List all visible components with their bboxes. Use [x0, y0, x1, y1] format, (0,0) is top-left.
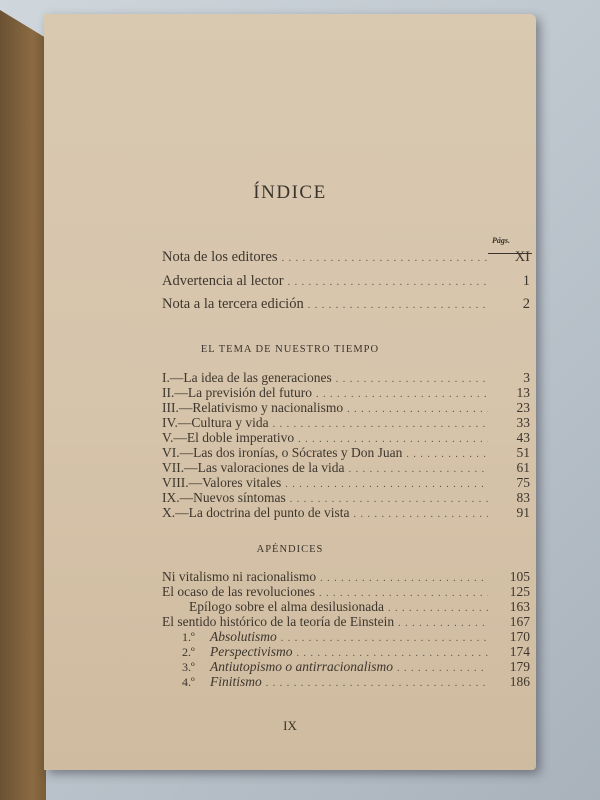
toc-subentry: 3.º Antiutopismo o antirracionalismo . . . 179 — [182, 660, 530, 676]
toc-subentry: 2.º Perspectivismo . . . 174 — [182, 645, 530, 661]
page-number: IX — [283, 718, 297, 733]
page-title: ÍNDICE — [253, 182, 327, 203]
section-heading: EL TEMA DE NUESTRO TIEMPO — [200, 344, 380, 355]
toc-entry: VI.—Las dos ironías, o Sócrates y Don Juan . . . 51 — [162, 446, 530, 462]
pages-column-label: Págs. — [492, 236, 510, 245]
toc-entry: El ocaso de las revoluciones . . . 125 — [162, 585, 530, 601]
toc-entry: Nota a la tercera edición . . . 2 — [162, 297, 530, 313]
toc-entry: IV.—Cultura y vida . . . 33 — [162, 416, 530, 432]
toc-entry: I.—La idea de las generaciones . . . 3 — [162, 371, 530, 387]
toc-entry: IX.—Nuevos síntomas . . . 83 — [162, 491, 530, 507]
toc-entry: V.—El doble imperativo . . . 43 — [162, 431, 530, 447]
section-heading: APÉNDICES — [256, 544, 324, 555]
toc-subentry: 1.º Absolutismo . . . 170 — [182, 630, 530, 646]
toc-entry: Ni vitalismo ni racionalismo . . . 105 — [162, 570, 530, 586]
toc-subentry: 4.º Finitismo . . . 186 — [182, 675, 530, 691]
toc-entry: VIII.—Valores vitales . . . 75 — [162, 476, 530, 492]
toc-entry: III.—Relativismo y nacionalismo . . . 23 — [162, 401, 530, 417]
toc-entry: Epílogo sobre el alma desilusionada . . . 163 — [189, 600, 530, 616]
toc-entry: VII.—Las valoraciones de la vida . . . 61 — [162, 461, 530, 477]
toc-entry: El sentido histórico de la teoría de Einstein . . . 167 — [162, 615, 530, 631]
toc-entry: Advertencia al lector . . . 1 — [162, 274, 530, 290]
book-page — [44, 14, 536, 770]
book-cover — [0, 10, 46, 800]
toc-entry: II.—La previsión del futuro . . . 13 — [162, 386, 530, 402]
toc-entry: Nota de los editores . . . XI — [162, 250, 530, 266]
toc-entry: X.—La doctrina del punto de vista . . . 91 — [162, 506, 530, 522]
